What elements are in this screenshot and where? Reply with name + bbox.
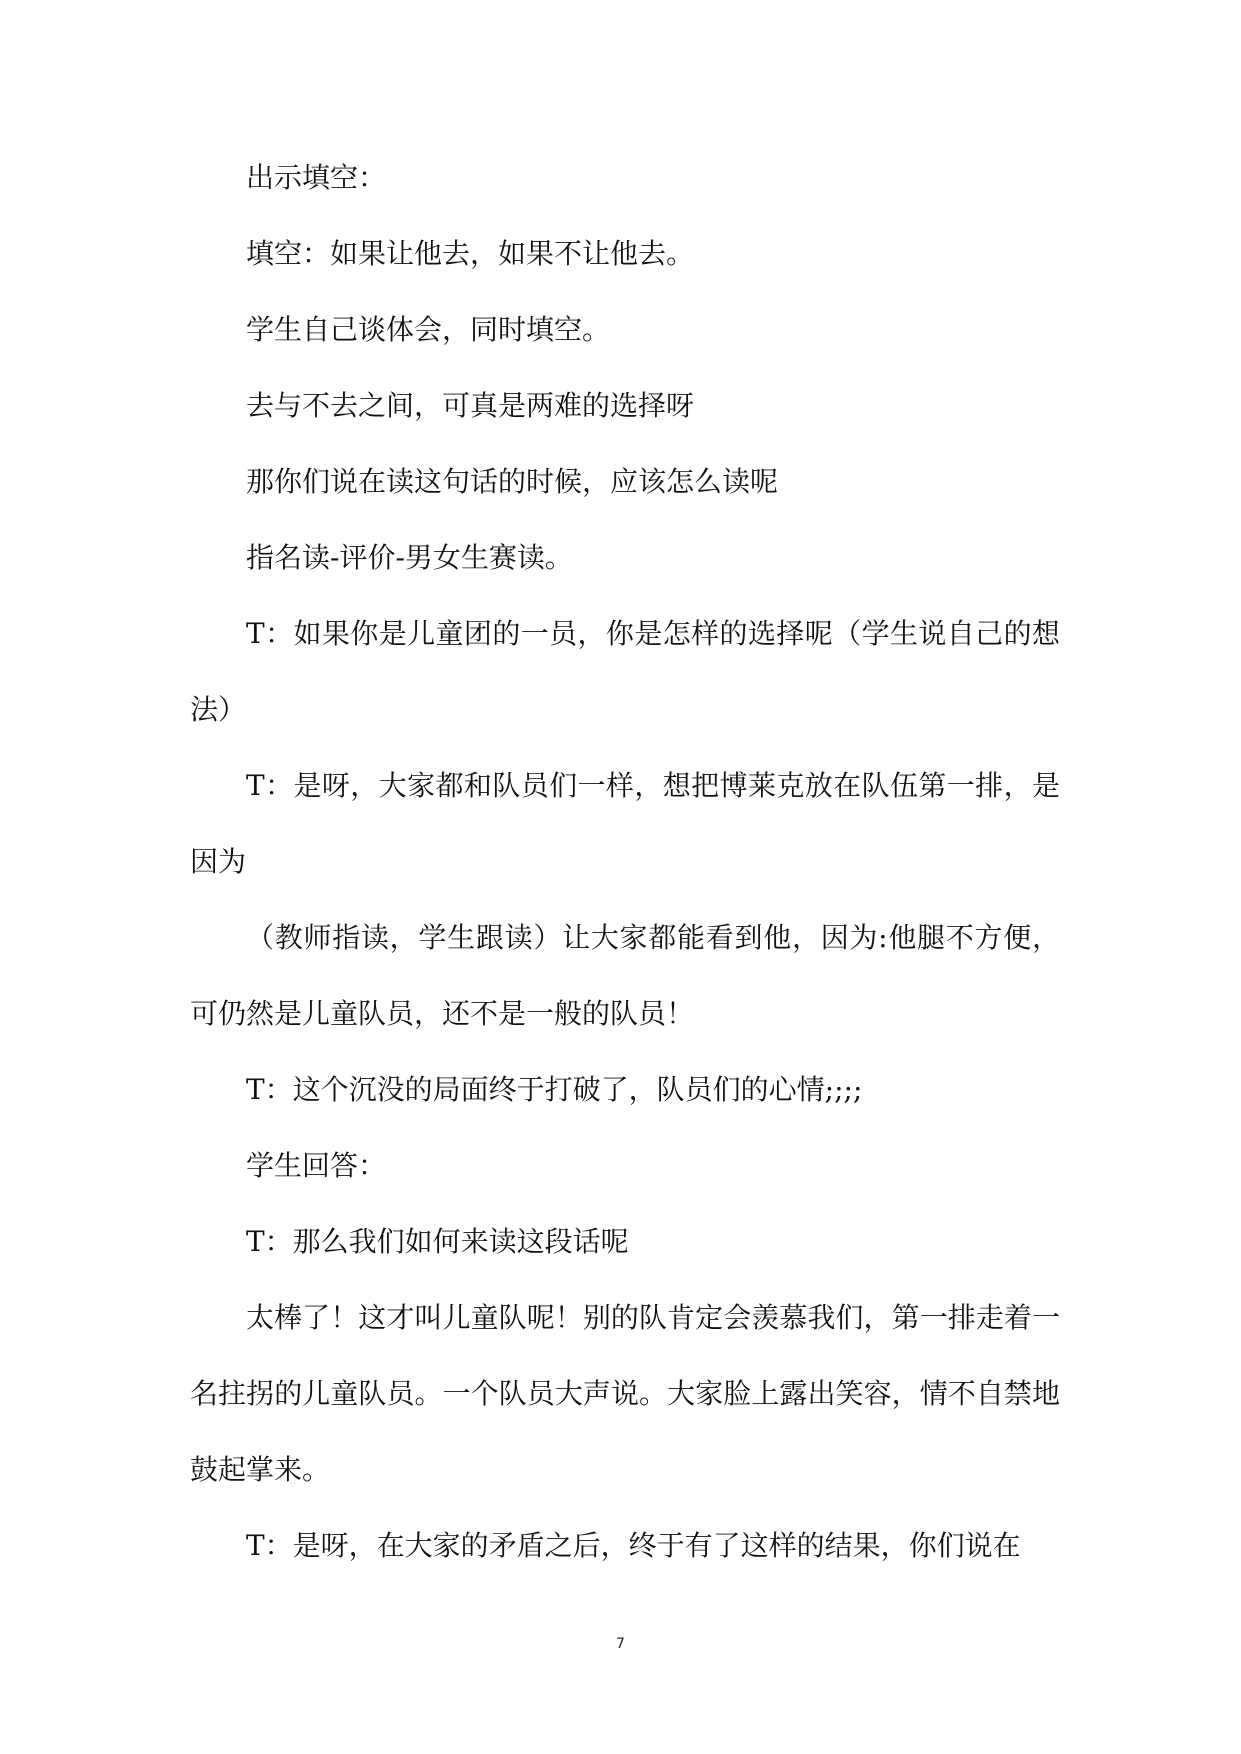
page-number: 7	[616, 1636, 625, 1652]
paragraph-14: T：是呀，在大家的矛盾之后，终于有了这样的结果，你们说在	[246, 1529, 1021, 1562]
body-text	[190, 140, 1060, 1584]
paragraph-13: 太棒了！这才叫儿童队呢！别的队肯定会羡慕我们，第一排走着一名拄拐的儿童队员。一个队员大声说。大家脸上露出笑容，情不自禁地鼓起掌来。	[190, 1301, 1060, 1486]
paragraph-5: 那你们说在读这句话的时候，应该怎么读呢	[246, 465, 779, 498]
paragraph-11: 学生回答：	[246, 1149, 387, 1182]
paragraph-8: T：是呀，大家都和队员们一样，想把博莱克放在队伍第一排，是因为	[190, 769, 1060, 878]
paragraph-4: 去与不去之间，可真是两难的选择呀	[246, 389, 695, 422]
paragraph-12: T：那么我们如何来读这段话呢	[246, 1225, 629, 1258]
paragraph-6: 指名读-评价-男女生赛读。	[246, 541, 573, 574]
paragraph-2: 填空：如果让他去，如果不让他去。	[246, 237, 695, 270]
paragraph-3: 学生自己谈体会，同时填空。	[246, 313, 611, 346]
paragraph-9: （教师指读，学生跟读）让大家都能看到他，因为:他腿不方便，可仍然是儿童队员，还不是一般的队员！	[190, 921, 1060, 1030]
paragraph-10: T：这个沉没的局面终于打破了，队员们的心情;;;;	[246, 1073, 863, 1106]
paragraph-7: T：如果你是儿童团的一员，你是怎样的选择呢（学生说自己的想法）	[190, 617, 1060, 726]
paragraph-1: 出示填空：	[246, 161, 387, 194]
